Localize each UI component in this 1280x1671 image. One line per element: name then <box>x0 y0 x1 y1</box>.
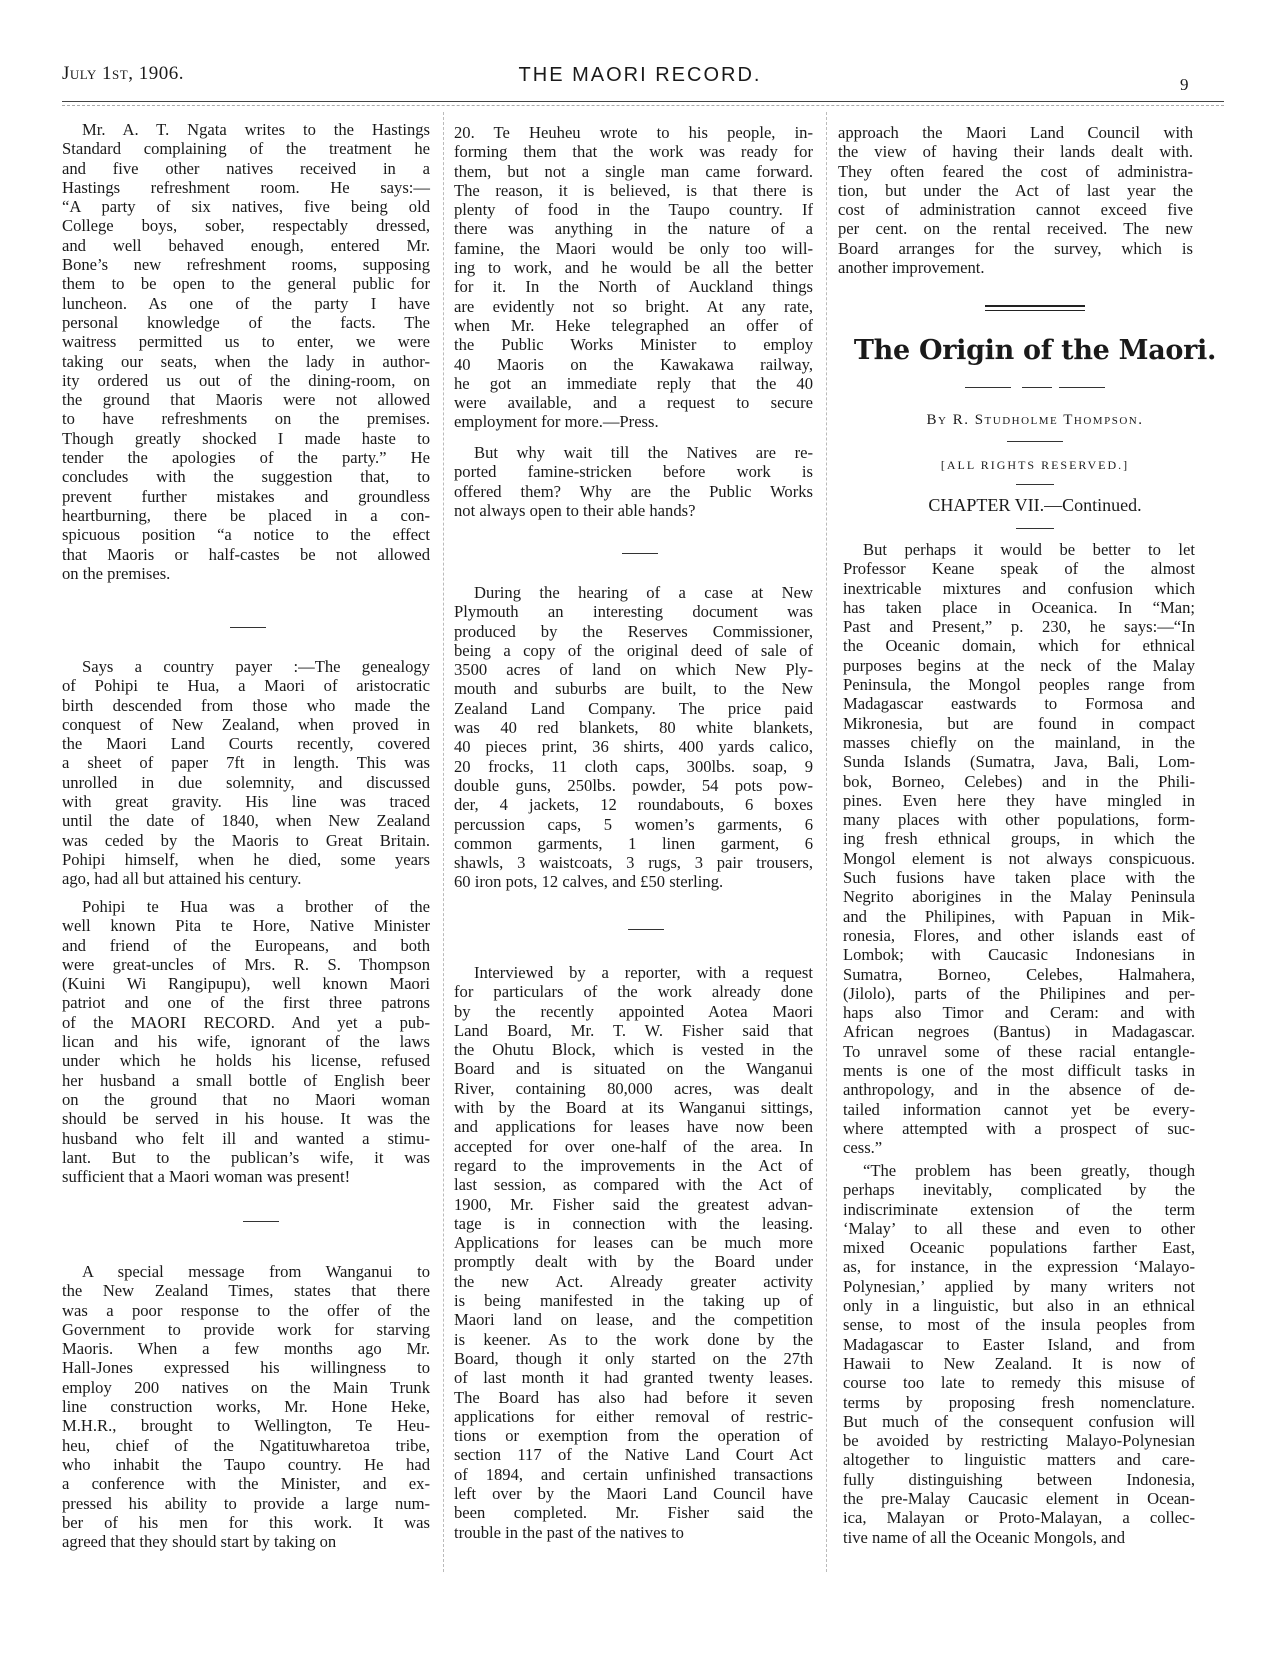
text-line: prevent further mistakes and groundless <box>62 486 430 506</box>
rights-block <box>830 458 1240 473</box>
text-line: offered them? Why are the Public Works <box>454 481 813 501</box>
text-line: where attempted with a prospect of suc- <box>843 1118 1195 1138</box>
text-line: altogether to linguistic matters and care- <box>843 1450 1195 1470</box>
text-line: produced by the Reserves Commissioner, <box>454 621 813 641</box>
text-line: perhaps inevitably, complicated by the <box>843 1180 1195 1200</box>
text-line: mouth and suburbs are built, to the New <box>454 679 813 699</box>
text-line: was a poor response to the offer of the <box>62 1300 430 1320</box>
text-line: of 1894, and certain unfinished transactions <box>454 1464 813 1484</box>
text-line: ber of his men for this work. It was <box>62 1512 430 1532</box>
text-line: Government to provide work for starving <box>62 1319 430 1339</box>
text-line: tage is in connection with the leasing. <box>454 1213 813 1233</box>
text-line: patriot and one of the first three patrons <box>62 993 430 1013</box>
text-line: African negroes (Bantus) in Madagascar. <box>843 1022 1195 1042</box>
text-line: is being manifested in the taking up of <box>454 1291 813 1311</box>
text-line: are evidently not so bright. At any rate, <box>454 296 813 316</box>
text-line: agreed that they should start by taking on <box>62 1532 337 1552</box>
text-line: Plymouth an interesting document was <box>454 602 813 622</box>
text-line: Though greatly shocked I made haste to <box>62 428 430 448</box>
text-line: 40 Maoris on the Kawakawa railway, <box>454 354 813 374</box>
rule-after-chapter <box>830 528 1240 529</box>
text-line: and applications for leases have now been <box>454 1117 813 1137</box>
text-line: lican and his wife, ignorant of the laws <box>62 1032 430 1052</box>
text-line: Polynesian,’ applied by many writers not <box>843 1276 1195 1296</box>
text-line: the Maori Land Courts recently, covered <box>62 734 430 754</box>
text-line: plenty of food in the Taupo country. If <box>454 200 813 220</box>
text-line: Pohipi te Hua was a brother of the <box>82 897 430 916</box>
text-line: ity ordered us out of the dining-room, on <box>62 370 430 390</box>
text-line: there was anything in the nature of a <box>454 219 813 239</box>
text-line: double guns, 250lbs. powder, 54 pots pow- <box>454 775 813 795</box>
text-line: is keener. As to the work done by the <box>454 1329 813 1349</box>
article-why-wait <box>454 443 813 520</box>
text-line: Peninsula, the Mongol peoples range from <box>843 675 1195 695</box>
text-line: heu, chief of the Ngatituwharetoa tribe, <box>62 1435 430 1455</box>
text-line: conquest of New Zealand, when proved in <box>62 714 430 734</box>
text-line: spicuous position “a notice to the effect <box>62 525 430 545</box>
article-genealogy <box>62 657 430 889</box>
text-line: husband who felt ill and wanted a stimu- <box>62 1128 430 1148</box>
text-line: Maori land on lease, and the competition <box>454 1310 813 1330</box>
text-line: to have refreshments on the premises. <box>62 409 430 429</box>
text-line: ‘Malay’ to all these and even to other <box>843 1218 1195 1238</box>
text-line: “The problem has been greatly, though <box>863 1161 1195 1180</box>
text-line: Professor Keane speak of the almost <box>843 559 1195 579</box>
text-line: But perhaps it would be better to let <box>863 540 1195 559</box>
text-line: on the premises. <box>62 563 171 583</box>
text-line: section 117 of the Native Land Court Act <box>454 1445 813 1465</box>
article-wanganui <box>62 1262 430 1551</box>
text-line: heartburning, there be placed in a con- <box>62 505 430 525</box>
text-line: a conference with the Minister, and ex- <box>62 1474 430 1494</box>
text-line: They often feared the cost of administra- <box>838 161 1193 181</box>
article-title: The Origin of the Maori. <box>853 335 1217 366</box>
text-line: regard to the improvements in the Act of <box>454 1155 813 1175</box>
text-line: of last month it had granted twenty leases. <box>454 1368 813 1388</box>
text-line: of Pohipi te Hua, a Maori of aristocratic <box>62 676 430 696</box>
origin-paragraph-1 <box>843 540 1195 1158</box>
text-line: tions or exemption from the operation of <box>454 1426 813 1446</box>
text-line: that Maoris or half-castes be not allowed <box>62 544 430 564</box>
text-line: mixed Oceanic populations farther East, <box>843 1238 1195 1258</box>
text-line: applications for either removal of restric- <box>454 1406 813 1426</box>
chapter-heading: CHAPTER VII.—Continued. <box>928 495 1142 515</box>
article-ngata <box>62 120 430 583</box>
article-land-board-continued <box>838 123 1193 277</box>
text-line: lant. But to the publican’s wife, it was <box>62 1147 430 1167</box>
article-byline: By R. Studholme Thompson. <box>926 412 1144 428</box>
text-line: 20 frocks, 11 cloth caps, 300lbs. soap, 9 <box>454 756 813 776</box>
text-line: only in a linguistic, but also in an ethnical <box>843 1296 1195 1316</box>
text-line: tive name of all the Oceanic Mongols, and <box>843 1527 1126 1547</box>
rule-after-byline <box>830 441 1240 442</box>
issue-date: July 1st, 1906. <box>62 63 184 84</box>
text-line: Land Board, Mr. T. W. Fisher said that <box>454 1020 813 1040</box>
text-line: course too late to remedy this misuse of <box>843 1373 1195 1393</box>
text-line: the pre-Malay Caucasic element in Ocean- <box>843 1489 1195 1509</box>
article-wanganui-continued <box>454 123 813 432</box>
article-new-plymouth <box>454 583 813 892</box>
text-line: Hall-Jones expressed his willingness to <box>62 1358 430 1378</box>
rule-after-rights <box>830 484 1240 485</box>
text-line: ments is one of the most difficult tasks in <box>843 1061 1195 1081</box>
text-line: ing fresh ethnical groups, in which the <box>843 829 1195 849</box>
text-line: and friend of the Europeans, and both <box>62 935 430 955</box>
text-line: cess.” <box>843 1138 883 1158</box>
text-line: under which he holds his license, refused <box>62 1051 430 1071</box>
text-line: shawls, 3 waistcoats, 3 rugs, 3 pair trousers, <box>454 853 813 873</box>
rights-reserved: [ALL RIGHTS RESERVED.] <box>940 458 1130 472</box>
text-line: inextricable mixtures and confusion which <box>843 578 1195 598</box>
text-line: Pohipi himself, when he died, some years <box>62 849 430 869</box>
text-line: (Jilolo), parts of the Philipines and per- <box>843 983 1195 1003</box>
text-line: were great-uncles of Mrs. R. S. Thompson <box>62 954 430 974</box>
text-line: be avoided by restricting Malayo-Polynesian <box>843 1431 1195 1451</box>
text-line: birth descended from those who made the <box>62 695 430 715</box>
text-line: taking our seats, when the lady in author- <box>62 351 430 371</box>
text-line: been completed. Mr. Fisher said the <box>454 1503 813 1523</box>
text-line: Madagascar to Easter Island, and from <box>843 1334 1195 1354</box>
text-line: the New Zealand Times, states that there <box>62 1281 430 1301</box>
text-line: The reason, it is believed, is that there is <box>454 180 813 200</box>
text-line: employment for more.—Press. <box>454 412 659 432</box>
double-rule <box>985 305 1085 311</box>
text-line: last session, as compared with the Act of <box>454 1175 813 1195</box>
text-line: as, for instance, in the expression ‘Malayo- <box>843 1257 1195 1277</box>
text-line: Says a country payer :—The genealogy <box>82 657 430 676</box>
article-separator <box>243 1221 279 1222</box>
chapter-block <box>830 495 1240 516</box>
text-line: indiscriminate extension of the term <box>843 1199 1195 1219</box>
article-separator <box>628 929 664 930</box>
text-line: 3500 acres of land on which New Ply- <box>454 660 813 680</box>
text-line: ica, Malayan or Proto-Malayan, a collec- <box>843 1508 1195 1528</box>
text-line: Zealand Land Company. The price paid <box>454 698 813 718</box>
text-line: for it. In the North of Auckland things <box>454 277 813 297</box>
article-separator <box>622 553 658 554</box>
text-line: Sunda Islands (Sumatra, Java, Bali, Lom- <box>843 752 1195 772</box>
text-line: when Mr. Heke telegraphed an offer of <box>454 315 813 335</box>
text-line: 1900, Mr. Fisher said the greatest advan- <box>454 1194 813 1214</box>
text-line: Mr. A. T. Ngata writes to the Hastings <box>82 120 430 139</box>
text-line: the view of having their lands dealt with. <box>838 142 1193 162</box>
text-line: Maoris. When a few months ago Mr. <box>62 1339 430 1359</box>
text-line: fully distinguishing between Indonesia, <box>843 1469 1195 1489</box>
text-line: them, but not a single man came forward. <box>454 161 813 181</box>
text-line: trouble in the past of the natives to <box>454 1522 684 1542</box>
text-line: the Ohutu Block, which is vested in the <box>454 1040 813 1060</box>
text-line: the ground that Maoris were not allowed <box>62 390 430 410</box>
text-line: promptly dealt with by the Board under <box>454 1252 813 1272</box>
text-line: the new Act. Already greater activity <box>454 1271 813 1291</box>
text-line: Past and Present,” p. 230, he says:—“In <box>843 617 1195 637</box>
text-line: and well behaved enough, entered Mr. <box>62 235 430 255</box>
text-line: tender the apologies of the party.” He <box>62 448 430 468</box>
text-line: 60 iron pots, 12 calves, and £50 sterling. <box>454 872 724 892</box>
text-line: River, containing 80,000 acres, was dealt <box>454 1078 813 1098</box>
text-line: a sheet of paper 7ft in length. This was <box>62 753 430 773</box>
text-line: cost of administration cannot exceed five <box>838 200 1193 220</box>
article-pohipi <box>62 897 430 1186</box>
text-line: on the ground that no Maori woman <box>62 1089 430 1109</box>
article-land-board <box>454 963 813 1542</box>
text-line: was ceded by the Maoris to Great Britain. <box>62 830 430 850</box>
text-line: of the MAORI RECORD. And yet a pub- <box>62 1012 430 1032</box>
text-line: M.H.R., brought to Wellington, Te Heu- <box>62 1416 430 1436</box>
text-line: luncheon. As one of the party I have <box>62 293 430 313</box>
text-line: sense, to most of the insula peoples from <box>843 1315 1195 1335</box>
text-line: concludes with the suggestion that, to <box>62 467 430 487</box>
text-line: Bone’s new refreshment rooms, supposing <box>62 255 430 275</box>
text-line: should be served in his house. It was the <box>62 1109 430 1129</box>
text-line: “A party of six natives, five being old <box>62 197 430 217</box>
text-line: per cent. on the rental received. The new <box>838 219 1193 239</box>
text-line: waitress permitted us to enter, we were <box>62 332 430 352</box>
text-line: Madagascar eastwards to Formosa and <box>843 694 1195 714</box>
text-line: for particulars of the work already done <box>454 982 813 1002</box>
origin-title-block <box>830 335 1240 366</box>
text-line: by the recently appointed Aotea Maori <box>454 1001 813 1021</box>
text-line: haps also Timor and Ceram: and with <box>843 1003 1195 1023</box>
text-line: terms by proposing fresh nomenclature. <box>843 1392 1195 1412</box>
column-divider-2 <box>826 112 827 1572</box>
text-line: the Public Works Minister to employ <box>454 335 813 355</box>
text-line: Lombok; with Caucasic Indonesians in <box>843 945 1195 965</box>
text-line: masses chiefly on the mainland, in the <box>843 732 1195 752</box>
text-line: unrolled in due solemnity, and discussed <box>62 772 430 792</box>
text-line: were available, and a request to secure <box>454 393 813 413</box>
text-line: being a copy of the original deed of sale of <box>454 640 813 660</box>
text-line: tailed information cannot yet be every- <box>843 1099 1195 1119</box>
text-line: Board arranges for the survey, which is <box>838 238 1193 258</box>
text-line: Mongol element is not always conspicuous. <box>843 848 1195 868</box>
text-line: During the hearing of a case at New <box>474 583 813 602</box>
text-line: them to be open to the general public for <box>62 274 430 294</box>
text-line: A special message from Wanganui to <box>82 1262 430 1281</box>
text-line: with by the Board at its Wanganui sittings, <box>454 1098 813 1118</box>
text-line: ago, had all but attained his century. <box>62 869 302 889</box>
text-line: accepted for over one-half of the area. In <box>454 1136 813 1156</box>
text-line: another improvement. <box>838 258 985 278</box>
text-line: Mikronesia, but are found in compact <box>843 713 1195 733</box>
text-line: Board and is situated on the Wanganui <box>454 1059 813 1079</box>
text-line: and the Philipines, with Papuan in Mik- <box>843 906 1195 926</box>
text-line: (Kuini Wi Rangipupu), well known Maori <box>62 974 430 994</box>
text-line: well known Pita te Hore, Native Minister <box>62 916 430 936</box>
text-line: he got an immediate reply that the 40 <box>454 373 813 393</box>
text-line: Such fusions have taken place with the <box>843 868 1195 888</box>
text-line: line construction works, Mr. Hone Heke, <box>62 1397 430 1417</box>
text-line: 40 pieces print, 36 shirts, 400 yards calico, <box>454 737 813 757</box>
header-rule <box>62 101 1224 102</box>
text-line: Board, though it only started on the 27th <box>454 1348 813 1368</box>
text-line: was 40 red blankets, 80 white blankets, <box>454 718 813 738</box>
page-header <box>0 0 1280 110</box>
text-line: has taken place in Oceanica. In “Man; <box>843 597 1195 617</box>
text-line: pressed his ability to provide a large num- <box>62 1493 430 1513</box>
text-line: many places with other populations, form- <box>843 810 1195 830</box>
text-line: Hastings refreshment room. He says:— <box>62 177 430 197</box>
text-line: The Board has also had before it seven <box>454 1387 813 1407</box>
text-line: approach the Maori Land Council with <box>838 123 1193 142</box>
text-line: Standard complaining of the treatment he <box>62 139 430 159</box>
text-line: sufficient that a Maori woman was present! <box>62 1167 351 1187</box>
text-line: with great gravity. His line was traced <box>62 792 430 812</box>
text-line: tion, but under the Act of last year the <box>838 180 1193 200</box>
text-line: who inhabit the Taupo country. He had <box>62 1454 430 1474</box>
publication-title: THE MAORI RECORD. <box>518 64 762 86</box>
origin-paragraph-2 <box>843 1161 1195 1547</box>
text-line: employ 200 natives on the Main Trunk <box>62 1377 430 1397</box>
text-line: Negrito aborigines in the Malay Peninsula <box>843 887 1195 907</box>
text-line: ronesia, Flores, and other islands east of <box>843 925 1195 945</box>
article-separator <box>230 627 266 628</box>
text-line: famine, the Maori would be only too will- <box>454 238 813 258</box>
origin-article-heading <box>830 305 1240 311</box>
text-line: College boys, sober, respectably dressed, <box>62 216 430 236</box>
text-line: But why wait till the Natives are re- <box>474 443 813 462</box>
text-line: Applications for leases can be much more <box>454 1233 813 1253</box>
page-number: 9 <box>1180 75 1189 94</box>
text-line: Hawaii to New Zealand. It is now of <box>843 1353 1195 1373</box>
text-line: not always open to their able hands? <box>454 500 696 520</box>
byline-block <box>830 412 1240 429</box>
text-line: Interviewed by a reporter, with a request <box>474 963 813 982</box>
text-line: until the date of 1840, when New Zealand <box>62 811 430 831</box>
text-line: and five other natives received in a <box>62 158 430 178</box>
ornamental-rule <box>830 387 1240 388</box>
text-line: personal knowledge of the facts. The <box>62 312 430 332</box>
text-line: To unravel some of these racial entangle- <box>843 1041 1195 1061</box>
text-line: Sumatra, Borneo, Celebes, Halmahera, <box>843 964 1195 984</box>
text-line: the Oceanic domain, which for ethnical <box>843 636 1195 656</box>
text-line: anthropology, and in the absence of de- <box>843 1080 1195 1100</box>
header-rule-dashed <box>62 105 1224 106</box>
text-line: ported famine-stricken before work is <box>454 462 813 482</box>
text-line: her husband a small bottle of English beer <box>62 1070 430 1090</box>
column-divider-1 <box>443 112 444 1572</box>
text-line: forming them that the work was ready for <box>454 142 813 162</box>
text-line: left over by the Maori Land Council have <box>454 1484 813 1504</box>
text-line: But much of the consequent confusion will <box>843 1411 1195 1431</box>
text-line: ing to work, and he would be all the better <box>454 258 813 278</box>
text-line: der, 4 jackets, 12 roundabouts, 6 boxes <box>454 795 813 815</box>
text-line: percussion caps, 5 women’s garments, 6 <box>454 814 813 834</box>
text-line: bok, Borneo, Celebes) and in the Phili- <box>843 771 1195 791</box>
text-line: pines. Even here they have mingled in <box>843 790 1195 810</box>
text-line: 20. Te Heuheu wrote to his people, in- <box>454 123 813 142</box>
text-line: common garments, 1 linen garment, 6 <box>454 833 813 853</box>
text-line: purposes begins at the neck of the Malay <box>843 655 1195 675</box>
